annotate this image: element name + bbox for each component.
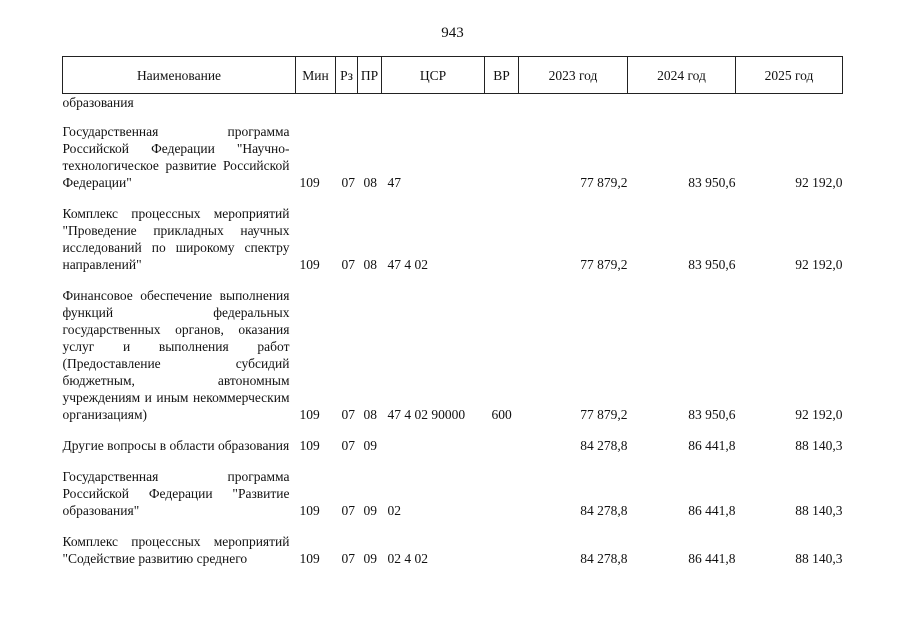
row-2025: 88 140,3 xyxy=(795,551,843,566)
row-pr: 09 xyxy=(363,503,377,518)
row-2024: 86 441,8 xyxy=(688,503,736,518)
row-2023: 77 879,2 xyxy=(580,407,628,422)
table-row xyxy=(63,94,843,112)
row-min: 109 xyxy=(299,175,320,190)
row-2023: 77 879,2 xyxy=(580,175,628,190)
budget-table xyxy=(62,56,843,567)
row-2023: 77 879,2 xyxy=(580,257,628,272)
row-vr: 600 xyxy=(491,407,512,422)
table-row xyxy=(63,273,843,423)
row-min: 109 xyxy=(299,257,320,272)
row-min: 109 xyxy=(299,438,320,453)
row-2023: 84 278,8 xyxy=(580,503,628,518)
row-csr xyxy=(382,94,485,112)
row-2024: 86 441,8 xyxy=(688,438,736,453)
row-pr: 08 xyxy=(363,407,377,422)
row-pr: 09 xyxy=(363,438,377,453)
row-pr: 09 xyxy=(363,551,377,566)
row-csr: 47 xyxy=(387,175,401,190)
table-body xyxy=(63,94,843,568)
table-row xyxy=(63,423,843,454)
row-2023: 84 278,8 xyxy=(580,438,628,453)
row-csr: 47 4 02 90000 xyxy=(387,407,466,422)
row-csr: 02 xyxy=(387,503,401,518)
row-name: Финансовое обеспечение выполнения функций федеральных государственных органов, оказания услуг и выполнения работ (Предоставление субсидий бюджетным, автономным учреждениям и иным некоммерческим организациям) xyxy=(62,288,290,422)
row-2024: 83 950,6 xyxy=(688,407,736,422)
table-row xyxy=(63,111,843,191)
row-rz xyxy=(336,94,358,112)
header-rz: Рз xyxy=(336,57,358,94)
row-2024: 83 950,6 xyxy=(688,175,736,190)
row-2024: 86 441,8 xyxy=(688,551,736,566)
table-row xyxy=(63,191,843,273)
row-name: Комплекс процессных мероприятий "Содействие развитию среднего xyxy=(62,534,290,566)
row-2025: 92 192,0 xyxy=(795,257,843,272)
row-pr: 08 xyxy=(363,257,377,272)
table-row xyxy=(63,519,843,567)
row-vr xyxy=(485,94,519,112)
row-vr xyxy=(485,111,519,191)
table-row xyxy=(63,454,843,519)
row-rz: 07 xyxy=(341,175,355,190)
row-rz: 07 xyxy=(341,438,355,453)
row-name: образования xyxy=(62,95,134,110)
row-2023 xyxy=(519,94,628,112)
header-2024: 2024 год xyxy=(628,57,736,94)
row-pr xyxy=(358,94,382,112)
header-2023: 2023 год xyxy=(519,57,628,94)
row-rz: 07 xyxy=(341,503,355,518)
row-2025: 88 140,3 xyxy=(795,503,843,518)
row-csr xyxy=(382,423,485,454)
row-2024: 83 950,6 xyxy=(688,257,736,272)
header-name: Наименование xyxy=(63,57,296,94)
row-min xyxy=(296,94,336,112)
header-csr: ЦСР xyxy=(382,57,485,94)
row-rz: 07 xyxy=(341,407,355,422)
page-number: 943 xyxy=(441,25,464,41)
header-pr: ПР xyxy=(358,57,382,94)
header-vr: ВР xyxy=(485,57,519,94)
row-pr: 08 xyxy=(363,175,377,190)
row-2025 xyxy=(736,94,843,112)
row-2025: 92 192,0 xyxy=(795,407,843,422)
row-2024 xyxy=(628,94,736,112)
header-min: Мин xyxy=(296,57,336,94)
row-rz: 07 xyxy=(341,551,355,566)
row-name: Комплекс процессных мероприятий "Проведение прикладных научных исследований по широкому спектру направлений" xyxy=(62,206,290,272)
row-csr: 02 4 02 xyxy=(387,551,428,566)
row-vr xyxy=(485,423,519,454)
row-vr xyxy=(485,519,519,567)
row-min: 109 xyxy=(299,407,320,422)
row-min: 109 xyxy=(299,551,320,566)
row-2025: 88 140,3 xyxy=(795,438,843,453)
row-name: Государственная программа Российской Федерации "Развитие образования" xyxy=(62,469,290,518)
row-rz: 07 xyxy=(341,257,355,272)
row-name: Другие вопросы в области образования xyxy=(62,438,290,453)
row-min: 109 xyxy=(299,503,320,518)
header-2025: 2025 год xyxy=(736,57,843,94)
row-vr xyxy=(485,191,519,273)
row-2023: 84 278,8 xyxy=(580,551,628,566)
table-header-row xyxy=(63,57,843,94)
row-csr: 47 4 02 xyxy=(387,257,428,272)
row-name: Государственная программа Российской Федерации "Научно-технологическое развитие Российской Федерации" xyxy=(62,124,290,190)
row-vr xyxy=(485,454,519,519)
row-2025: 92 192,0 xyxy=(795,175,843,190)
